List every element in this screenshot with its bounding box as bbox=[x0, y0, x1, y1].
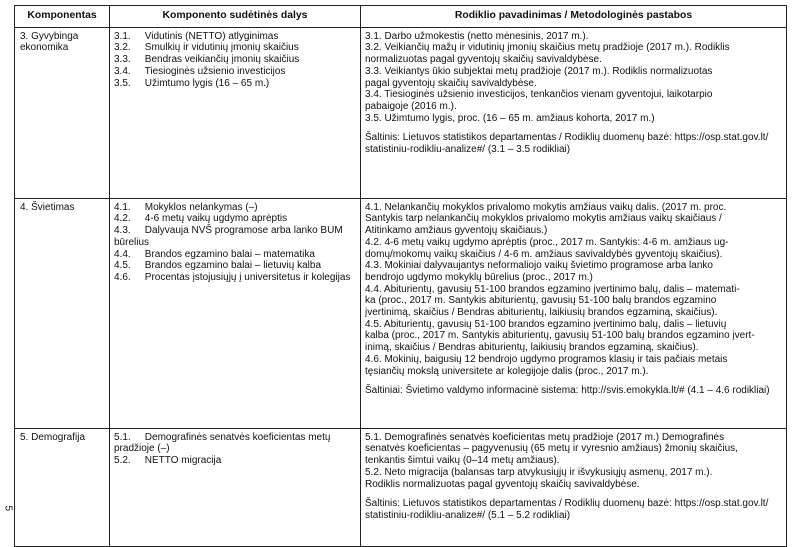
part-item: 3.5. Užimtumo lygis (16 – 65 m.) bbox=[114, 77, 270, 89]
part-item: 4.4. Brandos egzamino balai – matematika bbox=[114, 248, 315, 260]
note-line: normalizuotas pagal gyventojų skaičių savivaldybėse. bbox=[365, 54, 602, 66]
note-line: 3.2. Veikiančių mažų ir vidutinių įmonių skaičius metų pradžioje (2017 m.). Rodiklis bbox=[365, 42, 730, 54]
parts-cell bbox=[110, 428, 361, 546]
source-line: Šaltiniai: Švietimo valdymo informacinė sistema: http://svis.emokykla.lt/# (4.1 – 4.6 rodikliai) bbox=[365, 385, 770, 397]
table-row bbox=[15, 428, 787, 546]
notes-cell bbox=[361, 428, 787, 546]
note-line: pagal gyventojų skaičių savivaldybėse. bbox=[365, 77, 537, 89]
note-line: 4.1. Nelankančių mokyklos privalomo mokytis amžiaus vaikų dalis. (2017 m. proc. bbox=[365, 201, 727, 213]
note-line: įvertinimą, skaičius / Bendras abiturientų, laikiusių brandos egzaminą, skaičius). bbox=[365, 307, 718, 319]
component-cell: 4. Švietimas bbox=[15, 198, 110, 428]
note-line: Rodiklis normalizuotas pagal gyventojų skaičių savivaldybėse. bbox=[365, 478, 640, 490]
note-line: 3.3. Veikiantys ūkio subjektai metų pradžioje (2017 m.). Rodiklis normalizuotas bbox=[365, 65, 713, 77]
note-line: senatvės koeficientas – pagyvenusių (65 metų ir vyresnio amžiaus) žmonių skaičius, bbox=[365, 443, 738, 455]
parts-cell bbox=[110, 27, 361, 198]
note-line: 4.3. Mokiniai dalyvaujantys neformaliojo vaikų švietimo programose arba lanko bbox=[365, 260, 713, 272]
table-row bbox=[15, 198, 787, 428]
source-line: statistiniu-rodikliu-analize#/ (3.1 – 3.5 rodikliai) bbox=[365, 144, 571, 156]
page-number: 5 bbox=[2, 505, 14, 512]
note-line: inimą, skaičius / Bendras abiturientų, laikiusių brandos egzaminą, skaičius). bbox=[365, 342, 699, 354]
part-item: 3.1. Vidutinis (NETTO) atlyginimas bbox=[114, 30, 279, 42]
part-item: 3.3. Bendras veikiančių įmonių skaičius bbox=[114, 54, 300, 66]
note-line: bendrojo ugdymo mokyklų būrelius (proc., 2017 m.) bbox=[365, 271, 593, 283]
table-row bbox=[15, 27, 787, 198]
note-line: 4.5. Abiturientų, gavusių 51-100 brandos egzamino įvertinimo balų, dalis – lietuvių bbox=[365, 318, 727, 330]
note-line: 5.1. Demografinės senatvės koeficientas metų pradžioje (2017 m.) Demografinės bbox=[365, 431, 725, 443]
notes-cell bbox=[361, 27, 787, 198]
component-cell: 5. Demografija bbox=[15, 428, 110, 546]
note-line: 3.5. Užimtumo lygis, proc. (16 – 65 m. amžiaus kohorta, 2017 m.) bbox=[365, 112, 655, 124]
part-item: 4.5. Brandos egzamino balai – lietuvių kalba bbox=[114, 260, 322, 272]
part-item: 4.3. Dalyvauja NVŠ programose arba lanko BUM būrelius bbox=[114, 225, 343, 248]
part-item: 5.2. NETTO migracija bbox=[114, 455, 222, 467]
component-cell: 3. Gyvybinga ekonomika bbox=[15, 27, 110, 198]
note-line: tęsiančių mokslą universitete ar kolegijoje dalis (proc., 2017 m.). bbox=[365, 365, 649, 377]
note-line: 4.4. Abiturientų, gavusių 51-100 brandos egzamino įvertinimo balų, dalis – matemati- bbox=[365, 283, 740, 295]
note-line: ka (proc., 2017 m. Santykis abiturientų, gavusių 51-100 balų brandos egzamino bbox=[365, 295, 717, 307]
notes-cell bbox=[361, 198, 787, 428]
header-component: Komponentas bbox=[15, 6, 110, 28]
source-line: statistiniu-rodikliu-analize#/ (5.1 – 5.2 rodikliai) bbox=[365, 509, 571, 521]
source-line: Šaltinis: Lietuvos statistikos departamentas / Rodiklių duomenų bazė: https://osp.stat.gov.lt/ bbox=[365, 132, 769, 144]
indicator-table bbox=[14, 5, 787, 547]
header-parts: Komponento sudėtinės dalys bbox=[110, 6, 361, 28]
note-line: kalba (proc., 2017 m. Santykis abiturientų, gavusių 51-100 balų brandos egzamino įvert- bbox=[365, 330, 755, 342]
note-line: Santykis tarp nelankančių mokyklos privalomo mokytis amžiaus vaikų skaičiaus / bbox=[365, 213, 722, 225]
part-item: 4.2. 4-6 metų vaikų ugdymo aprėptis bbox=[114, 213, 288, 225]
table-header-row bbox=[15, 6, 787, 28]
part-item: 4.6. Procentas įstojusiųjų į universitetus ir kolegijas bbox=[114, 271, 351, 283]
note-line: 3.1. Darbo užmokestis (netto mėnesinis, 2017 m.). bbox=[365, 30, 589, 42]
note-line: tenkantis šimtui vaikų (0–14 metų amžiaus). bbox=[365, 455, 560, 467]
source-line: Šaltinis: Lietuvos statistikos departamentas / Rodiklių duomenų bazė: https://osp.stat.gov.lt/ bbox=[365, 498, 769, 510]
note-line: pabaigoje (2016 m.). bbox=[365, 100, 457, 112]
part-item: 3.2. Smulkių ir vidutinių įmonių skaičius bbox=[114, 42, 299, 54]
header-notes: Rodiklio pavadinimas / Metodologinės pastabos bbox=[361, 6, 787, 28]
note-line: 3.4. Tiesioginės užsienio investicijos, tenkančios vienam gyventojui, laikotarpio bbox=[365, 89, 713, 101]
parts-cell bbox=[110, 198, 361, 428]
part-item: 3.4. Tiesioginės užsienio investicijos bbox=[114, 65, 286, 77]
note-line: Atitinkamo amžiaus gyventojų skaičiaus.) bbox=[365, 225, 548, 237]
note-line: domų/mokomų vaikų skaičius / 4-6 m. amžiaus savivaldybės gyventojų skaičius). bbox=[365, 248, 723, 260]
part-item: 4.1. Mokyklos nelankymas (–) bbox=[114, 201, 258, 213]
note-line: 4.6. Mokinių, baigusių 12 bendrojo ugdymo programos klasių ir tais pačiais metais bbox=[365, 353, 728, 365]
note-line: 4.2. 4-6 metų vaikų ugdymo aprėptis (proc., 2017 m. Santykis: 4-6 m. amžiaus ug- bbox=[365, 236, 729, 248]
part-item: 5.1. Demografinės senatvės koeficientas metų pradžioje (–) bbox=[114, 431, 331, 455]
note-line: 5.2. Neto migracija (balansas tarp atvykusiųjų ir išvykusiųjų asmenų, 2017 m.). bbox=[365, 466, 713, 478]
